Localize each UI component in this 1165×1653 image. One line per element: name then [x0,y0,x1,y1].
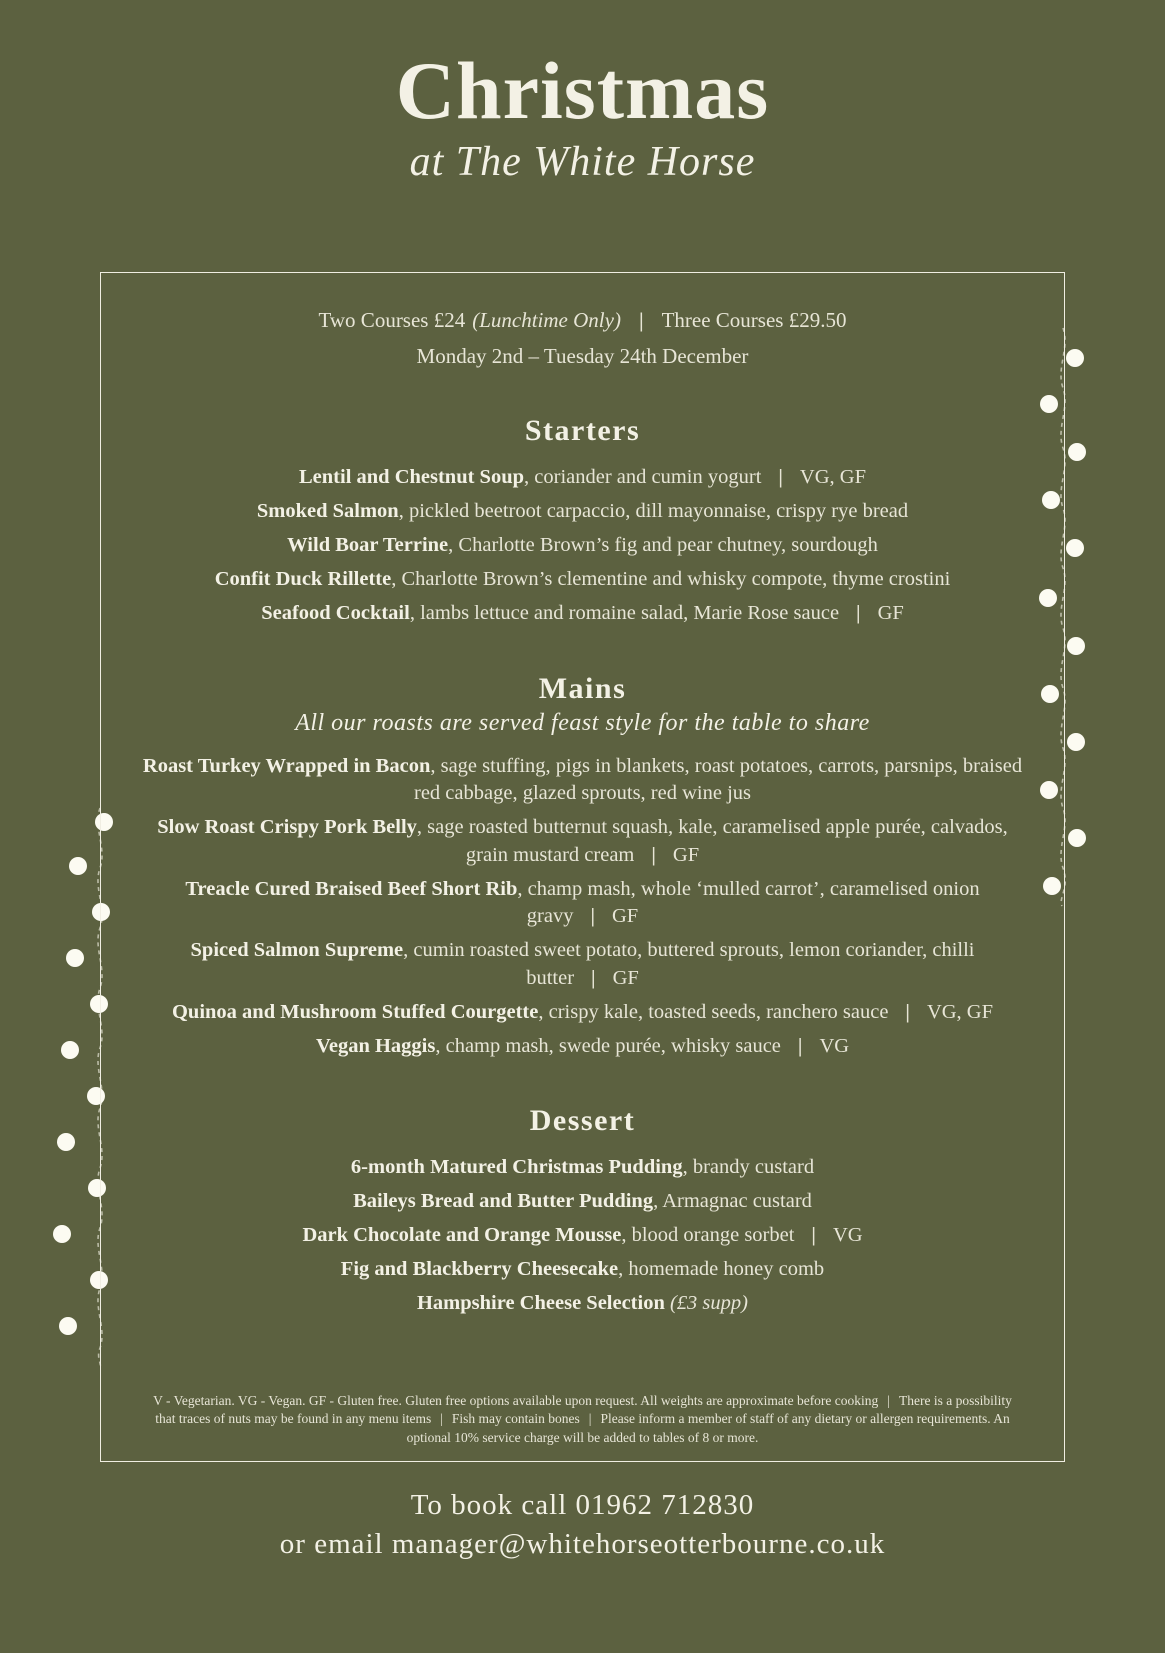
diet-separator: | [651,843,656,866]
dates-line: Monday 2nd – Tuesday 24th December [416,344,749,368]
section-title: Mains [538,671,627,705]
diet-separator: | [797,1034,803,1057]
dish-name: Seafood Cocktail [261,602,410,624]
dish-name: Roast Turkey Wrapped in Bacon [142,754,431,777]
diet-separator: | [856,602,861,624]
menu-item [143,1222,1023,1250]
dish-name: Confit Duck Rillette [214,568,392,590]
dish-description: , champ mash, whole ‘mulled carrot’, caramelised onion gravy [517,877,980,927]
dish-name: Treacle Cured Braised Beef Short Rib [185,877,518,900]
diet-labels: VG, GF [926,1000,994,1023]
dish-name: Spiced Salmon Supreme [190,939,404,961]
dish-description: , lambs lettuce and romaine salad, Marie Rose sauce [409,602,840,624]
menu-item [143,999,1023,1027]
diet-separator: | [811,1224,816,1246]
menu-section [126,414,1039,628]
dish-name: Hampshire Cheese Selection [416,1292,665,1314]
menu-item [143,753,1023,808]
diet-labels: GF [672,843,700,866]
menu-section [126,1104,1039,1318]
dish-description: , sage stuffing, pigs in blankets, roast potatoes, carrots, parsnips, braised red cabbage, glazed sprouts, red wine jus [414,754,1023,804]
footer-email: or email manager@whitehorseotterbourne.co.uk [279,1528,886,1560]
dish-note: (£3 supp) [664,1292,748,1314]
disclaimer-segment: V - Vegetarian. VG - Vegan. GF - Gluten free. Gluten free options available upon request. All weights are approximate before cooking [153,1392,879,1408]
dish-description: , blood orange sorbet [621,1224,795,1246]
dish-description: , brandy custard [682,1156,815,1178]
dish-description: , coriander and cumin yogurt [524,466,762,488]
disclaimer-segment: Fish may contain bones [451,1411,580,1426]
dish-description: , champ mash, swede purée, whisky sauce [435,1034,781,1057]
section-subtitle: All our roasts are served feast style for the table to share [295,709,870,736]
menu-item [143,814,1023,869]
diet-labels: VG [832,1224,863,1246]
dish-name: Smoked Salmon [256,500,399,522]
menu-item [143,1290,1023,1318]
menu-item [143,937,1023,992]
section-title: Dessert [529,1104,636,1137]
diet-separator: | [591,966,596,989]
disclaimer-segment: Please inform a member of staff of any dietary or allergen requirements. An optional 10% service charge will be added to tables of 8 or more. [406,1411,1010,1445]
dish-description: , pickled beetroot carpaccio, dill mayonnaise, crispy rye bread [398,500,909,522]
menu-item [143,600,1023,628]
diet-labels: GF [611,905,639,927]
disclaimer-segment: There is a possibility that traces of nuts may be found in any menu items [155,1392,1012,1426]
dish-description: , cumin roasted sweet potato, buttered sprouts, lemon coriander, chilli butter [403,939,975,989]
dish-description: , homemade honey comb [618,1258,825,1280]
menu-sections [126,414,1039,1318]
dish-name: Dark Chocolate and Orange Mousse [302,1224,622,1246]
dish-name: Slow Roast Crispy Pork Belly [157,816,417,838]
diet-separator: | [778,466,783,488]
pricing-separator: | [638,308,644,332]
menu-box [100,272,1065,1462]
diet-labels: GF [877,602,904,624]
dish-name: Vegan Haggis [315,1034,436,1057]
dish-name: Baileys Bread and Butter Pudding [353,1190,654,1212]
menu-item [143,1188,1023,1216]
menu-item [143,464,1023,492]
two-courses-price: Two Courses £24 [318,308,466,332]
diet-labels: VG, GF [799,466,866,488]
menu-item [143,566,1023,594]
menu-item [143,532,1023,560]
menu-section [126,672,1039,1061]
menu-item [143,876,1023,931]
footer-phone: To book call 01962 712830 [410,1489,755,1521]
disclaimer [143,1392,1023,1448]
dish-name: Wild Boar Terrine [287,534,449,556]
three-courses-price: Three Courses £29.50 [661,308,847,332]
disclaimer-separator: | [588,1411,592,1426]
disclaimer-separator: | [440,1411,443,1426]
menu-item [143,498,1023,526]
diet-labels: VG [819,1034,850,1057]
pricing-line [126,307,1039,334]
dish-name: Fig and Blackberry Cheesecake [340,1258,619,1280]
diet-separator: | [590,905,595,927]
dish-description: , Armagnac custard [653,1190,812,1212]
page-title: Christmas [395,45,770,136]
dish-name: 6-month Matured Christmas Pudding [350,1156,683,1178]
section-title: Starters [524,414,641,447]
menu-item [143,1033,1023,1061]
diet-labels: GF [612,966,639,989]
dish-name: Lentil and Chestnut Soup [299,466,525,488]
diet-separator: | [905,1000,910,1023]
dish-description: , Charlotte Brown’s fig and pear chutney, sourdough [448,534,878,556]
dish-description: , crispy kale, toasted seeds, ranchero sauce [538,1000,889,1023]
menu-item [143,1256,1023,1284]
footer [0,1486,1165,1564]
disclaimer-separator: | [887,1392,890,1408]
lunchtime-note: (Lunchtime Only) [472,308,621,332]
dish-description: , sage roasted butternut squash, kale, caramelised apple purée, calvados, grain mustard cream [416,816,1008,866]
dish-name: Quinoa and Mushroom Stuffed Courgette [171,1000,539,1023]
menu-item [143,1154,1023,1182]
page-subtitle: at The White Horse [409,139,756,186]
dish-description: , Charlotte Brown’s clementine and whisky compote, thyme crostini [391,568,951,590]
